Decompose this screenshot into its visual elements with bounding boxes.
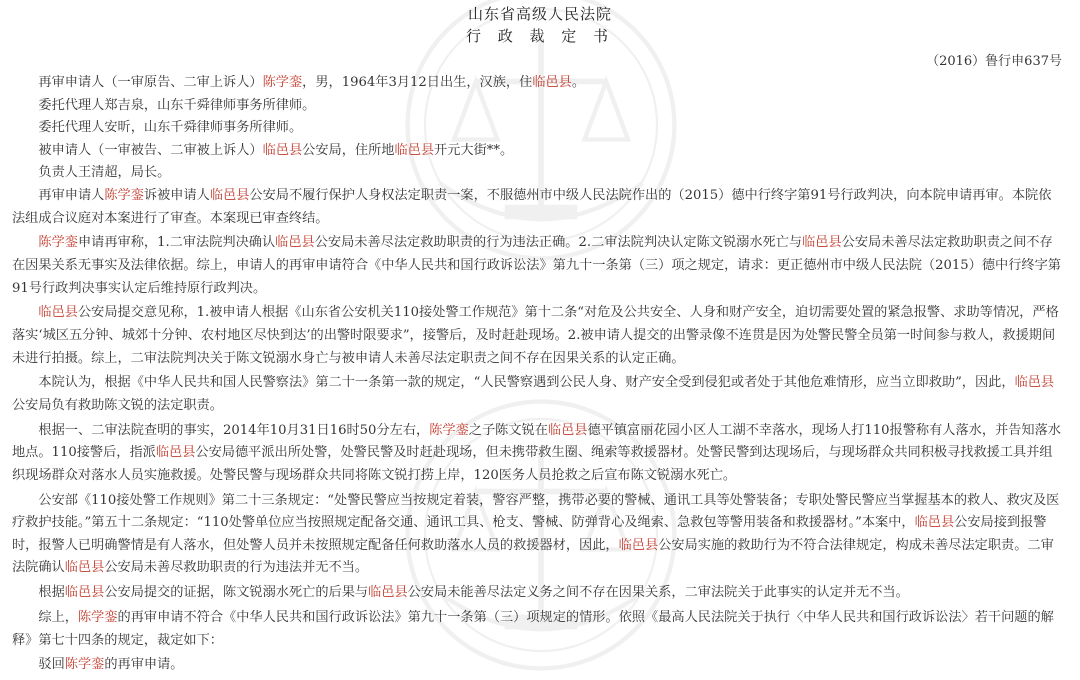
paragraph-text: 公安局提交意见称，1.被申请人根据《山东省公安机关110接处警工作规范》第十二条“对危及公共安全、人身和财产安全，迫切需要处置的紧急报警、求助等情况，严格落实‘城区五分钟、城郊十分钟、农村地区尽快到达’的出警时限要求”，接警后，及时赶赴现场。2.被申请人提交的出警录像不连贯是因为处警民警全员第一时间参与救人，救援期间未进行拍摄。综上，二审法院判决关于陈文锐溺水身亡与被申请人未善尽法定职责之间不存在因果关系的认定正确。 [12,305,1059,366]
highlighted-term: 临邑县 [394,142,435,158]
paragraph-text: 公安局未善尽救助职责的行为违法并无不当。 [104,560,369,576]
paragraph-text: 根据一、二审法院查明的事实，2014年10月31日16时50分左右， [38,422,430,438]
paragraph [12,140,1064,163]
paragraph-text: 负责人王清超，局长。 [38,165,171,181]
paragraph-text: 诉被申请人 [143,187,210,203]
paragraph [12,372,1064,417]
court-name: 山东省高级人民法院 [467,5,612,23]
paragraph-text: 公安局未善尽法定救助职责之间不存在因果关系无事实及法律依据。综上，申请人的再审申请符合《中华人民共和国行政诉讼法》第九十一条第（三）项之规定，请求：更正德州市中级人民法院（2015）德中行终字第91号行政判决事实认定后维持原行政判决。 [12,235,1061,296]
paragraph-text: 之子陈文锐在 [468,422,548,438]
paragraph-text: ，男，1964年3月12日出生，汉族，住 [302,75,533,90]
paragraph [12,162,1064,185]
highlighted-term: 陈学銮 [64,657,105,673]
paragraph-text: 公安局接到报警时，报警人已明确警情是有人落水，但处警人员并未按照规定配备任何救助落水人员的救援器材，因此， [12,515,1047,553]
highlighted-term: 陈学銮 [77,609,118,625]
paragraph-text: 开元大街**。 [434,142,514,158]
paragraph-text: 委托代理人郑吉泉，山东千舜律师事务所律师。 [38,97,316,113]
document-body [12,72,1064,679]
highlighted-term: 陈学銮 [104,187,144,203]
paragraph-text: 公安局未能善尽法定义务之间不存在因果关系，二审法院关于此事实的认定并无不当。 [407,585,909,601]
highlighted-term: 临邑县 [532,75,572,90]
paragraph-text: 公安局不履行保护人身权法定职责一案，不服德州市中级人民法院作出的（2015）德中行终字第91号行政判决，向本院申请再审。本院依法组成合议庭对本案进行了审查。本案现已审查终结。 [12,187,1052,226]
paragraph-text: 根据 [38,585,65,601]
highlighted-term: 临邑县 [547,422,588,438]
case-number: （2016）鲁行申637号 [926,54,1062,69]
highlighted-term: 临邑县 [262,142,303,158]
paragraph [12,654,1064,677]
highlighted-term: 陈学銮 [262,75,303,90]
paragraph-text: 的再审申请不符合《中华人民共和国行政诉讼法》第九十一条第（三）项规定的情形。依照《最高人民法院关于执行〈中华人民共和国行政诉讼法〉若干问题的解释》第七十四条的规定，裁定如下： [12,609,1054,648]
paragraph-text: 综上， [38,609,78,625]
highlighted-term: 陈学銮 [429,422,469,438]
paragraph-text: 本院认为，根据《中华人民共和国人民警察法》第二十一条第一款的规定，“人民警察遇到公民人身、财产安全受到侵犯或者处于其他危难情形，应当立即救助”，因此， [38,375,1015,391]
paragraph [12,95,1064,118]
paragraph [12,185,1064,230]
paragraph [12,117,1064,140]
highlighted-term: 临邑县 [209,187,250,203]
highlighted-term: 临邑县 [64,585,105,601]
document-type-title: 行 政 裁 定 书 [465,27,615,45]
paragraph-text: 公安局，住所地 [302,142,395,158]
paragraph-text: 公安部《110接处警工作规则》第二十三条规定：“处警民警应当按规定着装，警容严整，携带必要的警械、通讯工具等处警装备；专职处警民警应当掌握基本的救人、救灾及医疗救护技能。”第五十二条规定：“110处警单位应当按照规定配备交通、通讯工具、枪支、警械、防弹背心及绳索、急救包等警用装备和救援器材。”本案中， [12,492,1060,531]
highlighted-term: 陈学銮 [38,235,78,251]
paragraph [12,232,1064,300]
paragraph-text: 公安局未善尽法定救助职责的行为违法正确。2.二审法院判决认定陈文锐溺水死亡与 [314,235,803,251]
paragraph-text: 申请再审称，1.二审法院判决确认 [77,235,276,251]
highlighted-term: 临邑县 [38,305,78,321]
highlighted-term: 临邑县 [618,537,659,553]
paragraph-text: 德平镇富丽花园小区人工湖不幸落水，现场人打110报警称有人落水，并告知落水地点。110接警后，指派 [12,422,1061,461]
highlighted-term: 临邑县 [914,515,955,531]
paragraph-text: 公安局实施的救助行为不符合法律规定，构成未善尽法定职责。二审法院确认 [12,537,1054,576]
paragraph [12,420,1064,488]
highlighted-term: 临邑县 [1014,375,1055,391]
highlighted-term: 临邑县 [368,585,408,601]
highlighted-term: 临邑县 [64,560,105,576]
paragraph [12,607,1064,652]
paragraph-text: 再审申请人 [38,187,105,203]
paragraph-text: 公安局德平派出所处警，处警民警及时赶赴现场，但未携带救生圈、绳索等救援器材。处警民警到达现场后，与现场群众共同积极寻找救援工具并组织现场群众对落水人员实施救援。处警民警与现场群众共同将陈文锐打捞上岸，120医务人员抢救之后宣布陈文锐溺水死亡。 [12,445,1053,483]
paragraph-text: 。 [571,75,586,90]
paragraph-text: 的再审申请。 [104,657,184,673]
paragraph-text: 委托代理人安昕，山东千舜律师事务所律师。 [38,120,303,136]
paragraph [12,72,1064,95]
paragraph-text: 驳回 [38,657,65,673]
paragraph-text: 被申请人（一审被告、二审被上诉人） [38,142,263,158]
paragraph [12,490,1064,580]
paragraph [12,582,1064,605]
paragraph [12,302,1064,370]
paragraph-text: 公安局负有救助陈文锐的法定职责。 [12,397,223,413]
highlighted-term: 临邑县 [155,445,196,461]
paragraph-text: 再审申请人（一审原告、二审上诉人） [38,75,263,90]
highlighted-term: 临邑县 [802,235,842,251]
highlighted-term: 临邑县 [275,235,315,251]
paragraph-text: 公安局提交的证据，陈文锐溺水死亡的后果与 [104,585,369,601]
